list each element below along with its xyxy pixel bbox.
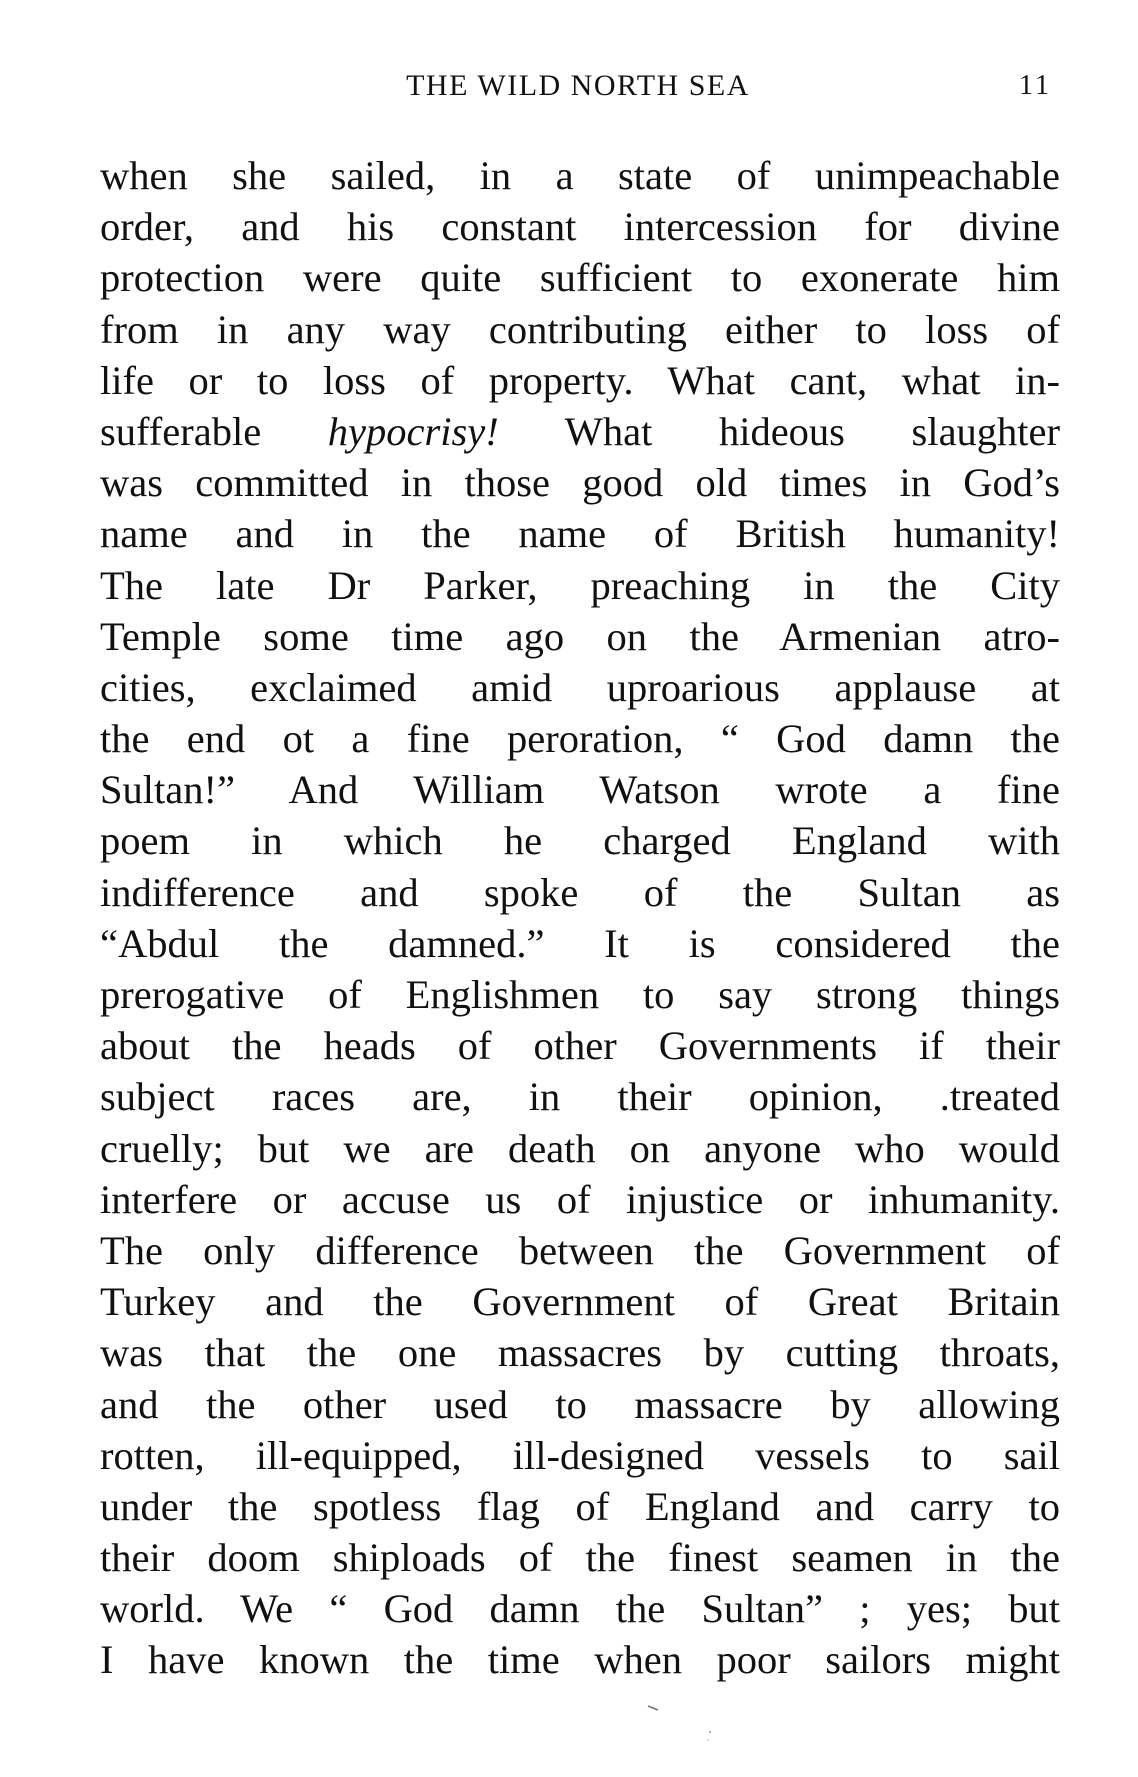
text-line: subject races are, in their opinion, .treated [100, 1074, 1060, 1120]
scan-specks [640, 1700, 730, 1750]
text-line: world. We “ God damn the Sultan” ; yes; but [100, 1586, 1060, 1632]
text-line: under the spotless flag of England and carry to [100, 1483, 1060, 1529]
text-line: cities, exclaimed amid uproarious applause at [100, 664, 1060, 710]
text-line: rotten, ill-equipped, ill-designed vessels to sail [100, 1432, 1060, 1478]
text-line: Temple some time ago on the Armenian atro- [100, 613, 1060, 659]
text-line: was that the one massacres by cutting throats, [100, 1330, 1060, 1376]
text-line: The only difference between the Government of [100, 1227, 1060, 1273]
body-paragraph [100, 150, 1060, 1686]
text-line: the end ot a fine peroration, “ God damn the [100, 716, 1060, 762]
text-line: interfere or accuse us of injustice or inhumanity. [100, 1176, 1060, 1222]
text-line: about the heads of other Governments if their [100, 1023, 1060, 1069]
text-line: name and in the name of British humanity! [100, 511, 1060, 557]
text-line: The late Dr Parker, preaching in the City [100, 562, 1060, 608]
text-line: from in any way contributing either to loss of [100, 306, 1060, 352]
text-line: poem in which he charged England with [100, 818, 1060, 864]
text-segment: sufferable [100, 408, 328, 454]
page-number: 11 [1019, 70, 1052, 101]
text-line: “Abdul the damned.” It is considered the [100, 920, 1060, 966]
text-line: I have known the time when poor sailors might [100, 1637, 1060, 1683]
text-line: indifference and spoke of the Sultan as [100, 869, 1060, 915]
italic-word: hypocrisy! [327, 408, 499, 454]
text-line: was committed in those good old times in God’s [100, 460, 1060, 506]
text-line: and the other used to massacre by allowing [100, 1381, 1060, 1427]
text-line: protection were quite sufficient to exonerate him [100, 255, 1060, 301]
text-line-with-italic [100, 406, 1060, 457]
text-line: Turkey and the Government of Great Britain [100, 1279, 1060, 1325]
running-head [96, 66, 1060, 106]
running-title: THE WILD NORTH SEA [406, 69, 750, 102]
text-line: when she sailed, in a state of unimpeachable [100, 153, 1060, 198]
text-line: cruelly; but we are death on anyone who would [100, 1125, 1060, 1171]
text-line: prerogative of Englishmen to say strong things [100, 972, 1060, 1017]
text-line: Sultan!” And William Watson wrote a fine [100, 767, 1060, 813]
text-line: their doom shiploads of the finest seamen in the [100, 1535, 1060, 1581]
text-segment: What hideous slaughter [498, 408, 1060, 454]
text-line: order, and his constant intercession for divine [100, 204, 1060, 250]
text-line: life or to loss of property. What cant, what in- [100, 357, 1060, 403]
